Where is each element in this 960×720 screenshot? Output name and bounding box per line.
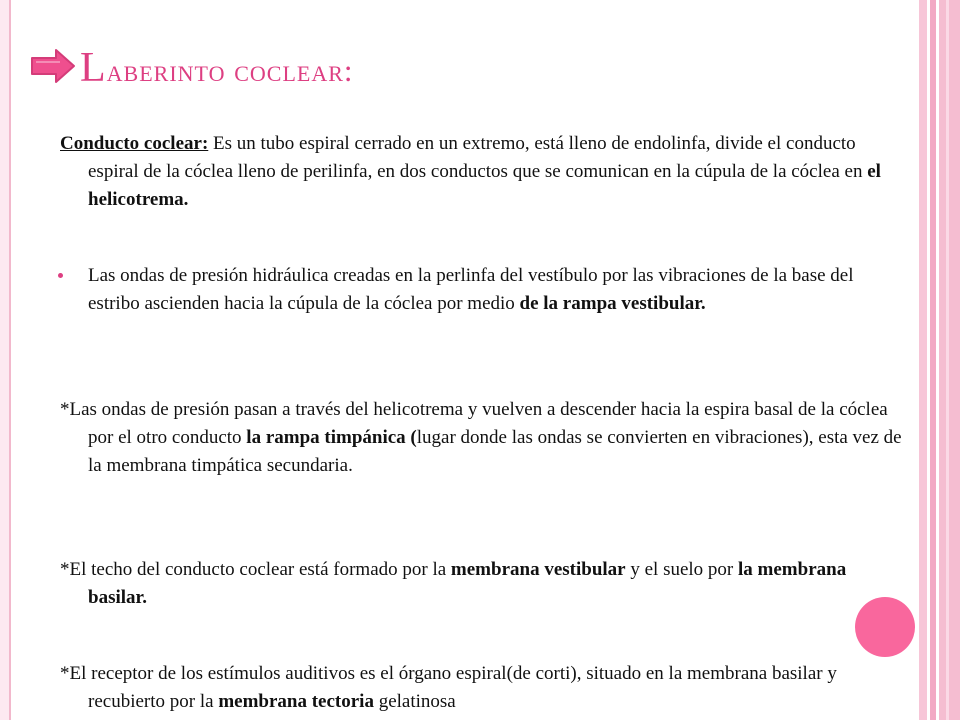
paragraph-text: y el suelo por: [625, 559, 739, 580]
paragraph-ondas-presion: [88, 262, 875, 318]
bold-term: membrana tectoria: [218, 691, 374, 712]
bold-term: de la rampa vestibular.: [519, 293, 706, 314]
paragraph-text: *Las ondas de presión pasan a través del helicotrema y vuelven a descender hacia la espira basal de la cóclea por el otro conducto: [60, 399, 888, 448]
title-rest: aberinto coclear:: [106, 53, 354, 88]
bullet-icon: [58, 273, 63, 278]
bold-term: la rampa timpánica (: [246, 427, 417, 448]
paragraph-text: *El techo del conducto coclear está formado por la: [60, 559, 451, 580]
title-first-letter: L: [80, 45, 107, 91]
bold-term: el helicotrema.: [88, 161, 881, 210]
bold-term: la membrana basilar.: [88, 559, 847, 608]
paragraph-conducto-coclear: [60, 130, 903, 214]
term-conducto-coclear: Conducto coclear:: [60, 133, 209, 154]
bold-term: membrana vestibular: [450, 559, 626, 580]
paragraph-text: gelatinosa: [373, 691, 456, 712]
paragraph-helicotrema: [60, 396, 903, 480]
paragraph-receptor: [60, 660, 903, 716]
paragraph-text: Las ondas de presión hidráulica creadas en la perlinfa del vestíbulo por las vibraciones de la base del estribo ascienden hacia la cúpula de la cóclea por medio: [88, 265, 854, 314]
paragraph-text: lugar donde las ondas se convierten en vibraciones), esta vez de la membrana timpática secundaria.: [88, 427, 902, 476]
paragraph-text: *El receptor de los estímulos auditivos es el órgano espiral(de corti), situado en la membrana basilar y recubierto por la: [60, 663, 837, 712]
paragraph-techo-conducto: [60, 556, 903, 612]
paragraph-text: Es un tubo espiral cerrado en un extremo, está lleno de endolinfa, divide el conducto espiral de la cóclea lleno de perilinfa, en dos conductos que se comunican en la cúpula de la cóclea en: [88, 133, 868, 182]
